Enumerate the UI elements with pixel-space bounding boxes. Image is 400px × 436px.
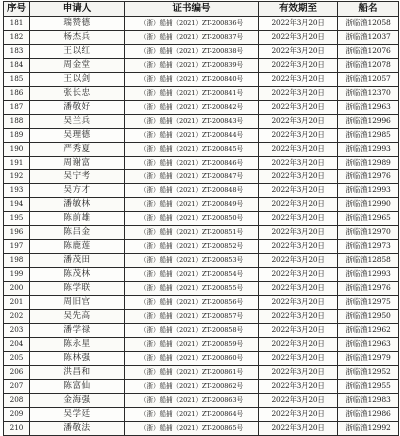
- row-number: 198: [4, 254, 30, 268]
- header-row: [4, 2, 399, 17]
- certificate-number: （浙）船捕（2021）ZT-200853号: [125, 254, 259, 268]
- table-row: [4, 58, 399, 72]
- certificate-number: （浙）船捕（2021）ZT-200865号: [125, 421, 259, 435]
- applicant-name: 金海强: [30, 393, 125, 407]
- table-row: [4, 226, 399, 240]
- applicant-name: 周金堂: [30, 58, 125, 72]
- validity-date: 2022年3月20日: [259, 30, 338, 44]
- ship-name: 浙临渔12973: [338, 240, 399, 254]
- row-number: 202: [4, 310, 30, 324]
- header-applicant: 申请人: [30, 2, 125, 17]
- row-number: 186: [4, 86, 30, 100]
- ship-name: 浙临渔12078: [338, 58, 399, 72]
- row-number: 208: [4, 393, 30, 407]
- certificate-number: （浙）船捕（2021）ZT-200844号: [125, 128, 259, 142]
- row-number: 196: [4, 226, 30, 240]
- row-number: 207: [4, 379, 30, 393]
- applicant-name: 潘学禄: [30, 323, 125, 337]
- ship-name: 浙临渔12963: [338, 337, 399, 351]
- row-number: 192: [4, 170, 30, 184]
- table-header: [4, 2, 399, 17]
- row-number: 188: [4, 114, 30, 128]
- table-row: [4, 407, 399, 421]
- table-row: [4, 240, 399, 254]
- row-number: 210: [4, 421, 30, 435]
- certificate-number: （浙）船捕（2021）ZT-200854号: [125, 268, 259, 282]
- validity-date: 2022年3月20日: [259, 226, 338, 240]
- validity-date: 2022年3月20日: [259, 393, 338, 407]
- validity-date: 2022年3月20日: [259, 296, 338, 310]
- applicant-name: 陈前雄: [30, 212, 125, 226]
- certificate-number: （浙）船捕（2021）ZT-200859号: [125, 337, 259, 351]
- applicant-name: 周谢富: [30, 156, 125, 170]
- applicant-name: 潘敬好: [30, 100, 125, 114]
- header-ship-name: 船名: [338, 2, 399, 17]
- ship-name: 浙临渔12955: [338, 379, 399, 393]
- table-row: [4, 282, 399, 296]
- ship-name: 浙临渔12858: [338, 254, 399, 268]
- applicant-name: 吴兰兵: [30, 114, 125, 128]
- row-number: 203: [4, 323, 30, 337]
- table-row: [4, 86, 399, 100]
- ship-name: 浙临渔12965: [338, 212, 399, 226]
- validity-date: 2022年3月20日: [259, 100, 338, 114]
- certificate-number: （浙）船捕（2021）ZT-200864号: [125, 407, 259, 421]
- certificate-number: （浙）船捕（2021）ZT-200842号: [125, 100, 259, 114]
- table-row: [4, 351, 399, 365]
- row-number: 181: [4, 17, 30, 31]
- applicant-name: 潘敏林: [30, 198, 125, 212]
- ship-name: 浙临渔12985: [338, 128, 399, 142]
- applicant-name: 陈永星: [30, 337, 125, 351]
- certificate-number: （浙）船捕（2021）ZT-200863号: [125, 393, 259, 407]
- row-number: 187: [4, 100, 30, 114]
- header-certificate-number: 证书编号: [125, 2, 259, 17]
- validity-date: 2022年3月20日: [259, 72, 338, 86]
- validity-date: 2022年3月20日: [259, 379, 338, 393]
- validity-date: 2022年3月20日: [259, 337, 338, 351]
- table-row: [4, 198, 399, 212]
- table-row: [4, 114, 399, 128]
- license-table: [3, 1, 399, 436]
- ship-name: 浙临渔12975: [338, 296, 399, 310]
- ship-name: 浙临渔12992: [338, 421, 399, 435]
- ship-name: 浙临渔12979: [338, 351, 399, 365]
- row-number: 201: [4, 296, 30, 310]
- validity-date: 2022年3月20日: [259, 86, 338, 100]
- certificate-number: （浙）船捕（2021）ZT-200838号: [125, 44, 259, 58]
- validity-date: 2022年3月20日: [259, 114, 338, 128]
- table-row: [4, 296, 399, 310]
- ship-name: 浙临渔12950: [338, 310, 399, 324]
- ship-name: 浙临渔12962: [338, 323, 399, 337]
- applicant-name: 王以红: [30, 44, 125, 58]
- validity-date: 2022年3月20日: [259, 184, 338, 198]
- validity-date: 2022年3月20日: [259, 170, 338, 184]
- certificate-number: （浙）船捕（2021）ZT-200855号: [125, 282, 259, 296]
- certificate-number: （浙）船捕（2021）ZT-200847号: [125, 170, 259, 184]
- table-row: [4, 393, 399, 407]
- ship-name: 浙临渔12058: [338, 17, 399, 31]
- validity-date: 2022年3月20日: [259, 44, 338, 58]
- ship-name: 浙临渔12989: [338, 156, 399, 170]
- header-validity: 有效期至: [259, 2, 338, 17]
- ship-name: 浙临渔12976: [338, 170, 399, 184]
- ship-name: 浙临渔12952: [338, 365, 399, 379]
- certificate-number: （浙）船捕（2021）ZT-200856号: [125, 296, 259, 310]
- validity-date: 2022年3月20日: [259, 268, 338, 282]
- certificate-number: （浙）船捕（2021）ZT-200848号: [125, 184, 259, 198]
- validity-date: 2022年3月20日: [259, 156, 338, 170]
- certificate-number: （浙）船捕（2021）ZT-200841号: [125, 86, 259, 100]
- table-row: [4, 365, 399, 379]
- certificate-number: （浙）船捕（2021）ZT-200837号: [125, 30, 259, 44]
- table-row: [4, 379, 399, 393]
- ship-name: 浙临渔12970: [338, 226, 399, 240]
- row-number: 185: [4, 72, 30, 86]
- certificate-number: （浙）船捕（2021）ZT-200843号: [125, 114, 259, 128]
- validity-date: 2022年3月20日: [259, 365, 338, 379]
- ship-name: 浙临渔12986: [338, 407, 399, 421]
- table-row: [4, 323, 399, 337]
- applicant-name: 吴宁考: [30, 170, 125, 184]
- ship-name: 浙临渔12993: [338, 184, 399, 198]
- table-row: [4, 142, 399, 156]
- certificate-number: （浙）船捕（2021）ZT-200860号: [125, 351, 259, 365]
- applicant-name: 王以剑: [30, 72, 125, 86]
- ship-name: 浙临渔12370: [338, 86, 399, 100]
- table-row: [4, 128, 399, 142]
- certificate-number: （浙）船捕（2021）ZT-200836号: [125, 17, 259, 31]
- ship-name: 浙临渔12076: [338, 44, 399, 58]
- validity-date: 2022年3月20日: [259, 212, 338, 226]
- validity-date: 2022年3月20日: [259, 240, 338, 254]
- table-row: [4, 337, 399, 351]
- applicant-name: 陈富仙: [30, 379, 125, 393]
- certificate-number: （浙）船捕（2021）ZT-200857号: [125, 310, 259, 324]
- validity-date: 2022年3月20日: [259, 254, 338, 268]
- validity-date: 2022年3月20日: [259, 351, 338, 365]
- row-number: 193: [4, 184, 30, 198]
- table-row: [4, 310, 399, 324]
- applicant-name: 吴理德: [30, 128, 125, 142]
- ship-name: 浙临渔12993: [338, 268, 399, 282]
- table-row: [4, 421, 399, 435]
- table-row: [4, 156, 399, 170]
- row-number: 191: [4, 156, 30, 170]
- certificate-number: （浙）船捕（2021）ZT-200839号: [125, 58, 259, 72]
- validity-date: 2022年3月20日: [259, 58, 338, 72]
- validity-date: 2022年3月20日: [259, 198, 338, 212]
- validity-date: 2022年3月20日: [259, 310, 338, 324]
- applicant-name: 洪昌和: [30, 365, 125, 379]
- ship-name: 浙临渔12037: [338, 30, 399, 44]
- certificate-number: （浙）船捕（2021）ZT-200846号: [125, 156, 259, 170]
- certificate-number: （浙）船捕（2021）ZT-200858号: [125, 323, 259, 337]
- applicant-name: 陈吕金: [30, 226, 125, 240]
- table-row: [4, 212, 399, 226]
- applicant-name: 潘茂田: [30, 254, 125, 268]
- validity-date: 2022年3月20日: [259, 17, 338, 31]
- ship-name: 浙临渔12057: [338, 72, 399, 86]
- row-number: 195: [4, 212, 30, 226]
- table-row: [4, 30, 399, 44]
- validity-date: 2022年3月20日: [259, 128, 338, 142]
- ship-name: 浙临渔12963: [338, 100, 399, 114]
- applicant-name: 吴先高: [30, 310, 125, 324]
- applicant-name: 杨杰兵: [30, 30, 125, 44]
- table-row: [4, 254, 399, 268]
- certificate-number: （浙）船捕（2021）ZT-200852号: [125, 240, 259, 254]
- row-number: 182: [4, 30, 30, 44]
- applicant-name: 吴方才: [30, 184, 125, 198]
- row-number: 205: [4, 351, 30, 365]
- row-number: 209: [4, 407, 30, 421]
- validity-date: 2022年3月20日: [259, 142, 338, 156]
- validity-date: 2022年3月20日: [259, 323, 338, 337]
- validity-date: 2022年3月20日: [259, 282, 338, 296]
- row-number: 183: [4, 44, 30, 58]
- applicant-name: 陈鹿莲: [30, 240, 125, 254]
- table-row: [4, 100, 399, 114]
- certificate-number: （浙）船捕（2021）ZT-200851号: [125, 226, 259, 240]
- table-body: [4, 17, 399, 436]
- ship-name: 浙临渔12990: [338, 198, 399, 212]
- applicant-name: 周旧官: [30, 296, 125, 310]
- applicant-name: 陈林强: [30, 351, 125, 365]
- row-number: 206: [4, 365, 30, 379]
- row-number: 190: [4, 142, 30, 156]
- row-number: 197: [4, 240, 30, 254]
- row-number: 194: [4, 198, 30, 212]
- validity-date: 2022年3月20日: [259, 407, 338, 421]
- table-row: [4, 44, 399, 58]
- certificate-number: （浙）船捕（2021）ZT-200850号: [125, 212, 259, 226]
- certificate-number: （浙）船捕（2021）ZT-200862号: [125, 379, 259, 393]
- applicant-name: 瑞赞德: [30, 17, 125, 31]
- applicant-name: 潘敬法: [30, 421, 125, 435]
- certificate-number: （浙）船捕（2021）ZT-200845号: [125, 142, 259, 156]
- header-number: 序号: [4, 2, 30, 17]
- certificate-number: （浙）船捕（2021）ZT-200840号: [125, 72, 259, 86]
- ship-name: 浙临渔12993: [338, 142, 399, 156]
- row-number: 184: [4, 58, 30, 72]
- ship-name: 浙临渔12996: [338, 114, 399, 128]
- validity-date: 2022年3月20日: [259, 421, 338, 435]
- applicant-name: 陈学联: [30, 282, 125, 296]
- applicant-name: 严秀夏: [30, 142, 125, 156]
- table-row: [4, 184, 399, 198]
- table-row: [4, 17, 399, 31]
- applicant-name: 陈茂林: [30, 268, 125, 282]
- table-row: [4, 268, 399, 282]
- ship-name: 浙临渔12983: [338, 393, 399, 407]
- row-number: 204: [4, 337, 30, 351]
- ship-name: 浙临渔12976: [338, 282, 399, 296]
- certificate-number: （浙）船捕（2021）ZT-200861号: [125, 365, 259, 379]
- certificate-number: （浙）船捕（2021）ZT-200849号: [125, 198, 259, 212]
- row-number: 200: [4, 282, 30, 296]
- applicant-name: 张长忠: [30, 86, 125, 100]
- table-row: [4, 72, 399, 86]
- table-row: [4, 170, 399, 184]
- applicant-name: 吴学廷: [30, 407, 125, 421]
- row-number: 199: [4, 268, 30, 282]
- row-number: 189: [4, 128, 30, 142]
